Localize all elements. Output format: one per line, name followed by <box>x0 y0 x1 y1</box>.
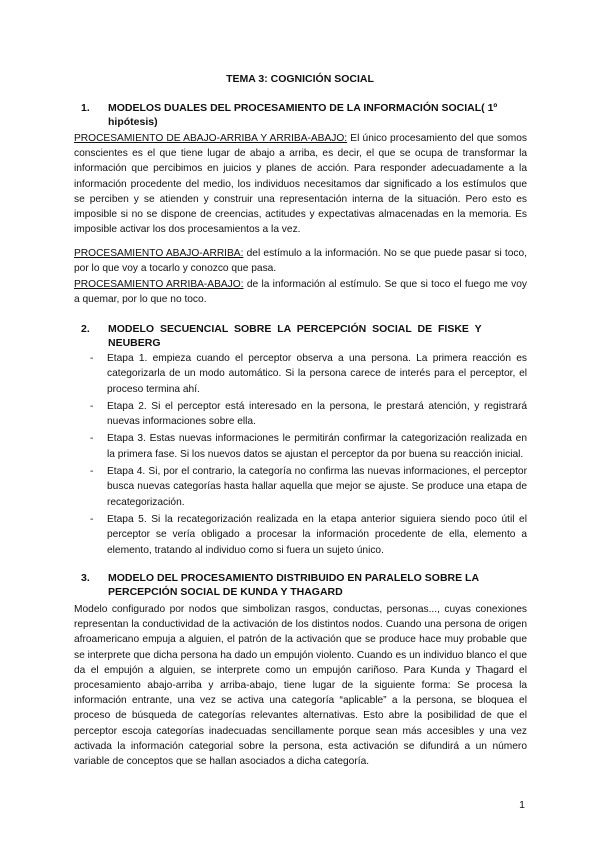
section-2-title-line2: NEUBERG <box>108 337 161 349</box>
section-1-lead-paragraph <box>74 131 527 237</box>
list-item: - Etapa 4. Si, por el contrario, la categoría no confirma las nuevas informaciones, el perceptor busca nuevas categorías hasta hallar aquella que mejor se ajuste. Se produce una etapa de recategorización. <box>90 466 527 508</box>
section-2-title-line1: MODELO SECUENCIAL SOBRE LA PERCEPCIÓN SOCIAL DE FISKE Y <box>108 323 482 335</box>
section-2-title <box>108 322 527 350</box>
section-1-title-line2: hipótesis) <box>108 116 158 128</box>
section-3-title-line1: MODELO DEL PROCESAMIENTO DISTRIBUIDO EN PARALELO SOBRE LA <box>108 572 480 584</box>
top-down-paragraph <box>74 277 527 307</box>
bottom-up-label: PROCESAMIENTO ABAJO-ARRIBA: <box>74 248 244 259</box>
lead-text: El único procesamiento del que somos conscientes es el que tiene lugar de abajo a arriba, es decir, el que se ocupa de transformar la información que percibimos en juicios y planes de acción. Para responder adecuadamente a la información procedente del medio, los individuos necesitamos dar significado a los estímulos que se perciben y se atienden y construir una representación interna de la situación. Pero esto es imposible si no se dispone de creencias, actitudes y expectativas almacenadas en la memoria. Es imposible activar los dos procesamientos a la vez. <box>74 133 527 236</box>
top-down-label: PROCESAMIENTO ARRIBA-ABAJO: <box>74 279 244 290</box>
list-item: - Etapa 5. Si la recategorización realizada en la etapa anterior siguiera siendo poco útil el perceptor se vería obligado a procesar la información procedente de ella, elemento a elemento, tratando al individuo como si fuera un sujeto único. <box>90 513 527 556</box>
bottom-up-text: del estímulo a la información. No se que puede pasar si toco, por lo que voy a tocarlo y conozco que pasa. <box>74 248 527 275</box>
list-item: - Etapa 1. empieza cuando el perceptor observa a una persona. La primera reacción es categorizarla de un modo automático. Si la persona carece de interés para el perceptor, el proceso termina ahí. <box>90 353 527 395</box>
section-1-number: 1. <box>81 102 90 114</box>
steps-list <box>90 351 527 560</box>
top-down-text: de la información al estímulo. Se que si toco el fuego me voy a quemar, por lo que no toco. <box>74 279 527 306</box>
list-item: - Etapa 3. Estas nuevas informaciones le permitirán confirmar la categorización realizada en la primera fase. Si los nuevos datos se ajustan el perceptor da por buena su reacción inicial. <box>90 433 527 460</box>
lead-label: PROCESAMIENTO DE ABAJO-ARRIBA Y ARRIBA-ABAJO: <box>74 133 348 144</box>
section-3-paragraph: Modelo configurado por nodos que simbolizan rasgos, conductas, personas..., cuyas conexiones representan la conductividad de la activación de los distintos nodos. Cuando una persona de origen afroamericano empuja a alguien, el patrón de la activación que se produce hace muy probable que se interprete que dicha persona ha dado un empujón violento. Cuando es un individuo blanco el que da el empujón a alguien, se interprete como un empujón cariñoso. Para Kunda y Thagard el procesamiento abajo-arriba y arriba-abajo, tiene lugar de la siguiente forma: Se procesa la información entrante, una vez se activa una categoría “aplicable” a la persona, se bloquea el proceso de búsqueda de categorías relevantes alternativas. Esto abre la posibilidad de que el perceptor escoja categorías inadecuadas sencillamente porque sean más accesibles y una vez activada la información categorial sobre la persona, esta activación se difundirá a un número variable de conceptos que se hallan asociados a dicha categoría. <box>74 604 527 768</box>
section-3-number: 3. <box>81 572 90 584</box>
section-1-title-line1: MODELOS DUALES DEL PROCESAMIENTO DE LA INFORMACIÓN SOCIAL( 1º <box>108 102 498 114</box>
section-3-title <box>108 571 527 599</box>
section-3-title-line2: PERCEPCIÓN SOCIAL DE KUNDA Y THAGARD <box>108 586 343 598</box>
section-2-number: 2. <box>81 323 90 335</box>
page-number: 1 <box>519 799 525 811</box>
bottom-up-paragraph <box>74 246 527 276</box>
document-title: TEMA 3: COGNICIÓN SOCIAL <box>226 73 374 85</box>
section-1-title <box>108 101 528 129</box>
list-item: - Etapa 2. Si el perceptor está interesado en la persona, le prestará atención, y registrará nuevas informaciones sobre ella. <box>90 400 527 428</box>
